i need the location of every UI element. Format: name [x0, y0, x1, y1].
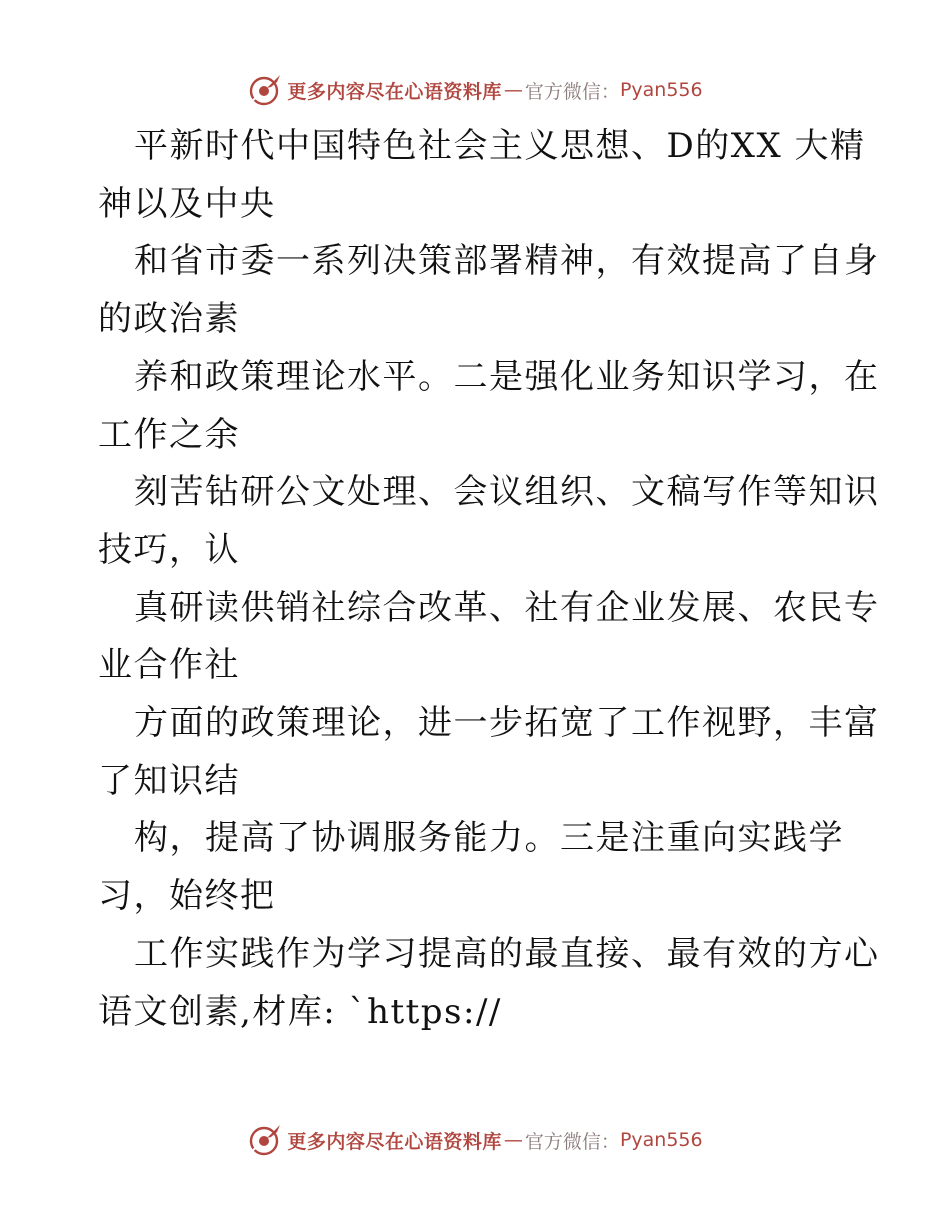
quill-logo-icon — [247, 1122, 283, 1158]
text-line: 真研读供销社综合改革、社有企业发展、农民专 — [134, 587, 880, 628]
text-line: 的政治素 — [98, 299, 240, 340]
text-line: 语文创素,材库: `https:// — [98, 991, 502, 1032]
text-line: 工作之余 — [98, 414, 240, 455]
footer-banner — [0, 1120, 950, 1160]
text-line: 和省市委一系列决策部署精神，有效提高了自身 — [134, 241, 880, 282]
text-line: 养和政策理论水平。二是强化业务知识学习，在 — [134, 356, 880, 397]
banner-wechat-label: 官方微信： — [524, 80, 620, 103]
quill-logo-icon — [247, 72, 283, 108]
banner-wechat-label: 官方微信： — [524, 1130, 620, 1153]
text-line: 平新时代中国特色社会主义思想、D的XX 大精 — [134, 126, 866, 166]
text-line: 构，提高了协调服务能力。三是注重向实践学 — [134, 818, 844, 859]
text-line: 了知识结 — [98, 760, 240, 801]
banner-site-name: 更多内容尽在心语资料库 — [287, 80, 502, 103]
banner-dash: — — [503, 79, 523, 101]
text-line: 工作实践作为学习提高的最直接、最有效的方心 — [134, 933, 880, 974]
text-line: 方面的政策理论，进一步拓宽了工作视野，丰富 — [134, 703, 880, 744]
text-line: 技巧，认 — [98, 529, 240, 570]
header-banner — [0, 70, 950, 110]
banner-dash: — — [503, 1129, 523, 1151]
text-line: 神以及中央 — [98, 183, 276, 224]
text-line: 业合作社 — [98, 645, 240, 686]
banner-site-name: 更多内容尽在心语资料库 — [287, 1130, 502, 1153]
banner-wechat-handle: Pyan556 — [619, 79, 703, 101]
document-body — [98, 118, 880, 1041]
text-line: 刻苦钻研公文处理、会议组织、文稿写作等知识 — [134, 472, 880, 513]
text-line: 习，始终把 — [98, 876, 276, 917]
banner-wechat-handle: Pyan556 — [619, 1129, 703, 1151]
